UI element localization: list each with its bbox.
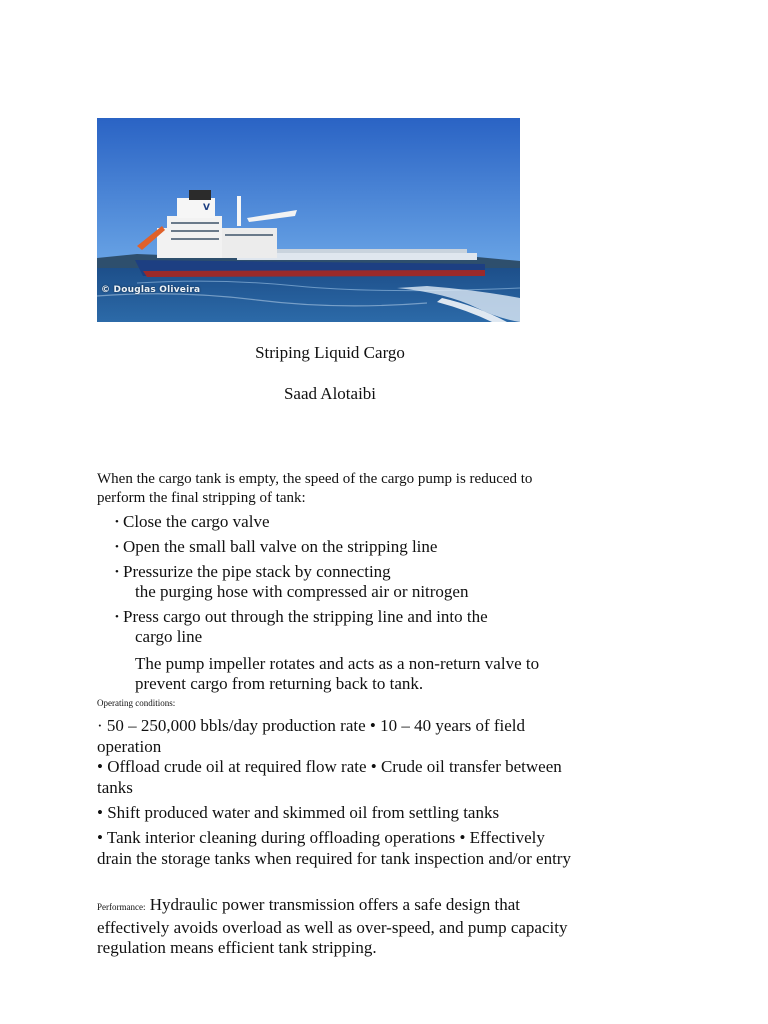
stripping-steps-list: [115, 512, 575, 652]
list-item: [115, 562, 575, 602]
document-title: Striping Liquid Cargo: [255, 343, 405, 362]
operating-condition-item: · 50 – 250,000 bbls/day production rate • 10 – 40 years of field operation: [97, 716, 526, 756]
list-item-continuation: the purging hose with compressed air or nitrogen: [135, 582, 469, 601]
list-item-text: Open the small ball valve on the stripping line: [123, 537, 438, 556]
tanker-photo: [97, 118, 520, 322]
performance-text: Hydraulic power transmission offers a safe design that effectively avoids overload as well as over-speed, and pump capacity regulation means efficient tank stripping.: [97, 895, 568, 957]
svg-text:V: V: [203, 203, 210, 213]
bullet-icon: •: [115, 516, 119, 528]
intro-paragraph: When the cargo tank is empty, the speed of the cargo pump is reduced to perform the final stripping of tank:: [97, 471, 533, 506]
performance-label: Performance:: [97, 902, 146, 912]
performance-paragraph: [97, 895, 572, 959]
list-item-text: Close the cargo valve: [123, 512, 270, 531]
photo-credit: © Douglas Oliveira: [101, 285, 201, 295]
list-item: [115, 512, 575, 532]
list-item: [115, 537, 575, 557]
bullet-icon: •: [115, 541, 119, 553]
list-item: [115, 607, 575, 647]
operating-condition-item: • Tank interior cleaning during offloading operations • Effectively drain the storage tanks when required for tank inspection and/or entry: [97, 828, 571, 868]
operating-conditions-label: Operating conditions:: [97, 698, 176, 708]
operating-condition-item: • Shift produced water and skimmed oil from settling tanks: [97, 803, 500, 822]
author-name: Saad Alotaibi: [283, 384, 377, 403]
list-item-text: Pressurize the pipe stack by connecting: [123, 562, 391, 581]
list-item-continuation: cargo line: [135, 627, 203, 646]
impeller-note: The pump impeller rotates and acts as a non-return valve to prevent cargo from returning back to tank.: [135, 654, 540, 693]
operating-condition-item: • Offload crude oil at required flow rate • Crude oil transfer between tanks: [97, 757, 562, 797]
bullet-icon: •: [115, 611, 119, 623]
list-item-text: Press cargo out through the stripping line and into the: [123, 607, 488, 626]
bullet-icon: •: [115, 566, 119, 578]
